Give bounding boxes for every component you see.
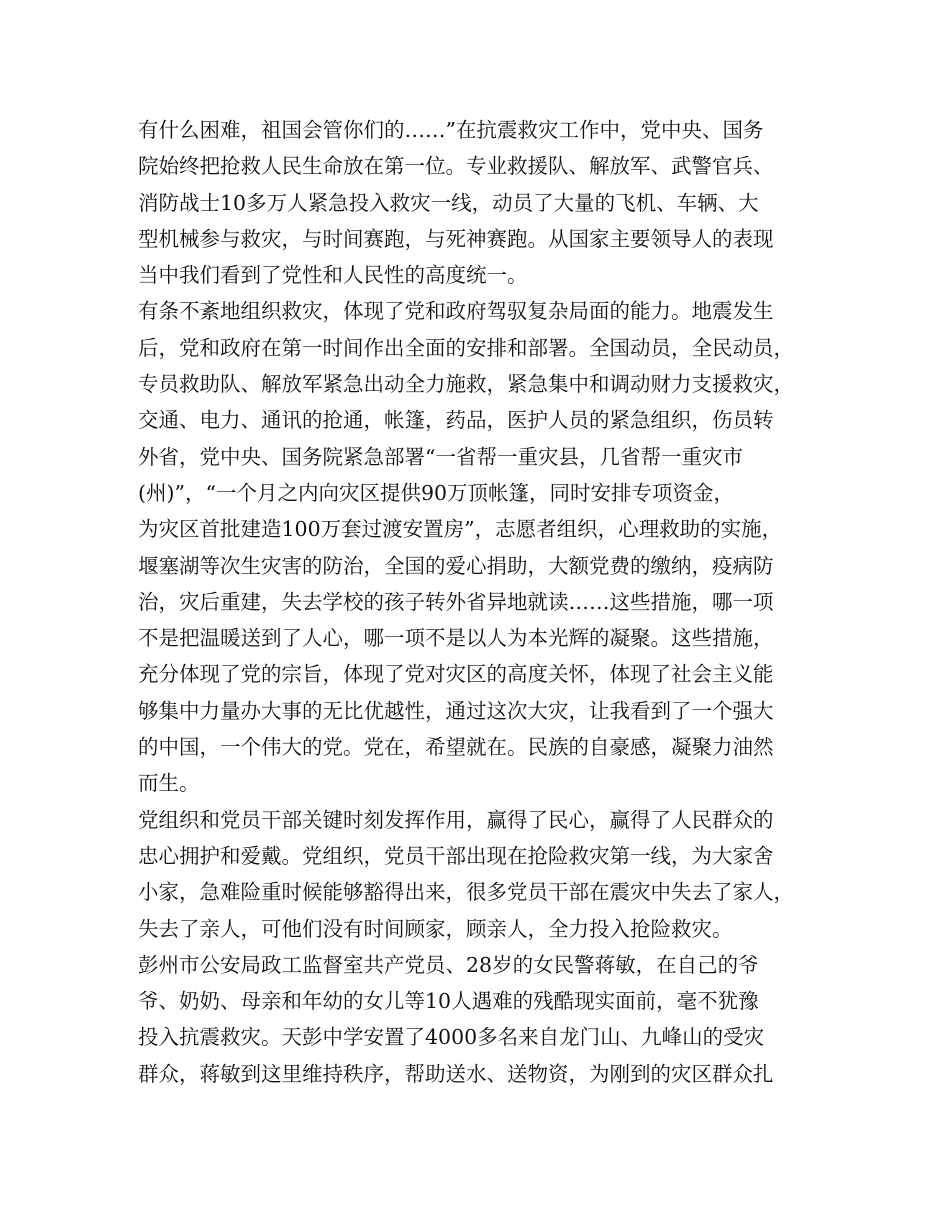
text-line: 的中国，一个伟大的党。党在，希望就在。民族的自豪感，凝聚力油然 [138, 735, 774, 760]
text-line: 投入抗震救灾。天彭中学安置了4000多名来自龙门山、九峰山的受灾 [138, 1025, 765, 1050]
text-line: 当中我们看到了党性和人民性的高度统一。 [138, 263, 528, 288]
text-line: 党组织和党员干部关键时刻发挥作用，赢得了民心，赢得了人民群众的 [138, 807, 774, 832]
text-line: 小家，急难险重时候能够豁得出来，很多党员干部在震灾中失去了家人， [138, 880, 794, 905]
text-line: 而生。 [138, 771, 200, 796]
text-line: 为灾区首批建造100万套过渡安置房”，志愿者组织，心理救助的实施， [138, 517, 783, 542]
text-line: 群众，蒋敏到这里维持秩序，帮助送水、送物资，为刚到的灾区群众扎 [138, 1061, 774, 1086]
text-line: (州)”，“一个月之内向灾区提供90万顶帐篷，同时安排专项资金， [138, 480, 735, 505]
text-line: 消防战士10多万人紧急投入救灾一线，动员了大量的飞机、车辆、大 [138, 190, 759, 215]
text-line: 有什么困难，祖国会管你们的……”在抗震救灾工作中，党中央、国务 [138, 118, 764, 142]
text-line: 彭州市公安局政工监督室共产党员、28岁的女民警蒋敏，在自己的爷 [138, 952, 759, 977]
text-line: 失去了亲人，可他们没有时间顾家，顾亲人，全力投入抢险救灾。 [138, 916, 733, 941]
text-line: 院始终把抢救人民生命放在第一位。专业救援队、解放军、武警官兵、 [138, 154, 774, 179]
text-line: 交通、电力、通讯的抢通，帐篷，药品，医护人员的紧急组织，伤员转 [138, 408, 774, 433]
text-line: 充分体现了党的宗旨，体现了党对灾区的高度关怀，体现了社会主义能 [138, 662, 774, 687]
text-line: 爷、奶奶、母亲和年幼的女儿等10人遇难的残酷现实面前，毫不犹豫 [138, 989, 759, 1014]
text-line: 有条不紊地组织救灾，体现了党和政府驾驭复杂局面的能力。地震发生 [138, 299, 774, 324]
text-line: 不是把温暖送到了人心，哪一项不是以人为本光辉的凝聚。这些措施， [138, 626, 774, 651]
text-line: 忠心拥护和爱戴。党组织，党员干部出现在抢险救灾第一线，为大家舍 [138, 843, 774, 868]
text-line: 治，灾后重建，失去学校的孩子转外省异地就读……这些措施，哪一项 [138, 589, 774, 614]
text-line: 堰塞湖等次生灾害的防治，全国的爱心捐助，大额党费的缴纳，疫病防 [138, 553, 774, 578]
text-line: 够集中力量办大事的无比优越性，通过这次大灾，让我看到了一个强大 [138, 698, 774, 723]
text-line: 型机械参与救灾，与时间赛跑，与死神赛跑。从国家主要领导人的表现 [138, 226, 774, 251]
body-text [138, 112, 818, 1092]
text-line: 专员救助队、解放军紧急出动全力施救，紧急集中和调动财力支援救灾， [138, 372, 794, 397]
text-line: 后，党和政府在第一时间作出全面的安排和部署。全国动员，全民动员， [138, 335, 794, 360]
text-line: 外省，党中央、国务院紧急部署“一省帮一重灾县，几省帮一重灾市 [138, 444, 743, 469]
